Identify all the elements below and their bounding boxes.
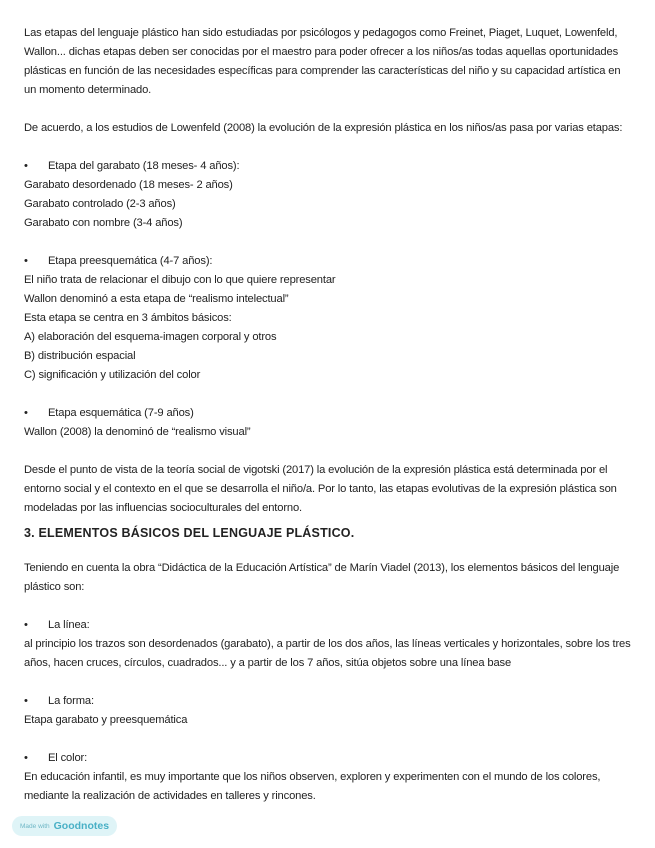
- stage-2-line-3: Esta etapa se centra en 3 ámbitos básicos:: [24, 312, 232, 324]
- intro-paragraph-1: Las etapas del lenguaje plástico han sido estudiadas por psicólogos y pedagogos como Freinet, Piaget, Luquet, Lowenfeld, Wallon... dichas etapas deben ser conocidas por el maestro para poder ofrecer a los niños/as todas aquellas oportunidades plásticas en función de las necesidades específicas para comprender las características del niño y su capacidad artística en un momento determinado.: [24, 27, 621, 96]
- section-3-intro: Teniendo en cuenta la obra “Didáctica de la Educación Artística” de Marín Viadel (2013), los elementos básicos del lenguaje plástico son:: [24, 562, 620, 593]
- stage-1-line-3: Garabato con nombre (3-4 años): [24, 217, 183, 229]
- made-with-label: Made with: [20, 822, 50, 830]
- bullet-glyph: •: [24, 255, 28, 267]
- element-form-text: Etapa garabato y preesquemática: [24, 714, 188, 726]
- element-form-title: La forma:: [48, 695, 94, 707]
- bullet-glyph: •: [24, 407, 28, 419]
- element-line-title-row: [24, 616, 634, 635]
- stage-2-title: Etapa preesquemática (4-7 años):: [48, 255, 213, 267]
- stage-3-line-1: Wallon (2008) la denominó de “realismo visual”: [24, 426, 251, 438]
- stage-1-title: Etapa del garabato (18 meses- 4 años):: [48, 160, 240, 172]
- bullet-glyph: •: [24, 160, 28, 172]
- element-line-text: al principio los trazos son desordenados (garabato), a partir de los dos años, las líneas verticales y horizontales, sobre los tres años, hacen cruces, círculos, cuadrados... y a partir de los 7 años, sitúa objetos sobre una línea base: [24, 638, 631, 669]
- goodnotes-brand: Goodnotes: [53, 820, 110, 832]
- stage-1-title-row: [24, 157, 634, 176]
- bullet-glyph: •: [24, 695, 28, 707]
- bullet-glyph: •: [24, 619, 28, 631]
- goodnotes-badge[interactable]: [12, 816, 117, 836]
- intro-paragraph-2: De acuerdo, a los estudios de Lowenfeld (2008) la evolución de la expresión plástica en los niños/as pasa por varias etapas:: [24, 122, 623, 134]
- vigotski-paragraph: Desde el punto de vista de la teoría social de vigotski (2017) la evolución de la expresión plástica está determinada por el entorno social y el contexto en el que se desarrolla el niño/a. Por lo tanto, las etapas evolutivas de la expresión plástica son modeladas por las influencias socioculturales del entorno.: [24, 464, 617, 514]
- stage-2-line-5: B) distribución espacial: [24, 350, 136, 362]
- stage-2-line-1: El niño trata de relacionar el dibujo con lo que quiere representar: [24, 274, 336, 286]
- stage-2-title-row: [24, 252, 634, 271]
- stage-1-line-2: Garabato controlado (2-3 años): [24, 198, 176, 210]
- bullet-glyph: •: [24, 752, 28, 764]
- document-page: [24, 24, 634, 806]
- element-color-text: En educación infantil, es muy importante que los niños observen, exploren y experimenten con el mundo de los colores, mediante la realización de actividades en talleres y rincones.: [24, 771, 601, 802]
- stage-2-line-6: C) significación y utilización del color: [24, 369, 201, 381]
- stage-2-line-4: A) elaboración del esquema-imagen corporal y otros: [24, 331, 277, 343]
- stage-3-title-row: [24, 404, 634, 423]
- section-3-heading: 3. ELEMENTOS BÁSICOS DEL LENGUAJE PLÁSTICO.: [24, 526, 355, 540]
- stage-1-line-1: Garabato desordenado (18 meses- 2 años): [24, 179, 233, 191]
- stage-3-title: Etapa esquemática (7-9 años): [48, 407, 194, 419]
- element-color-title: El color:: [48, 752, 88, 764]
- element-form-title-row: [24, 692, 634, 711]
- element-line-title: La línea:: [48, 619, 90, 631]
- stage-2-line-2: Wallon denominó a esta etapa de “realismo intelectual”: [24, 293, 289, 305]
- element-color-title-row: [24, 749, 634, 768]
